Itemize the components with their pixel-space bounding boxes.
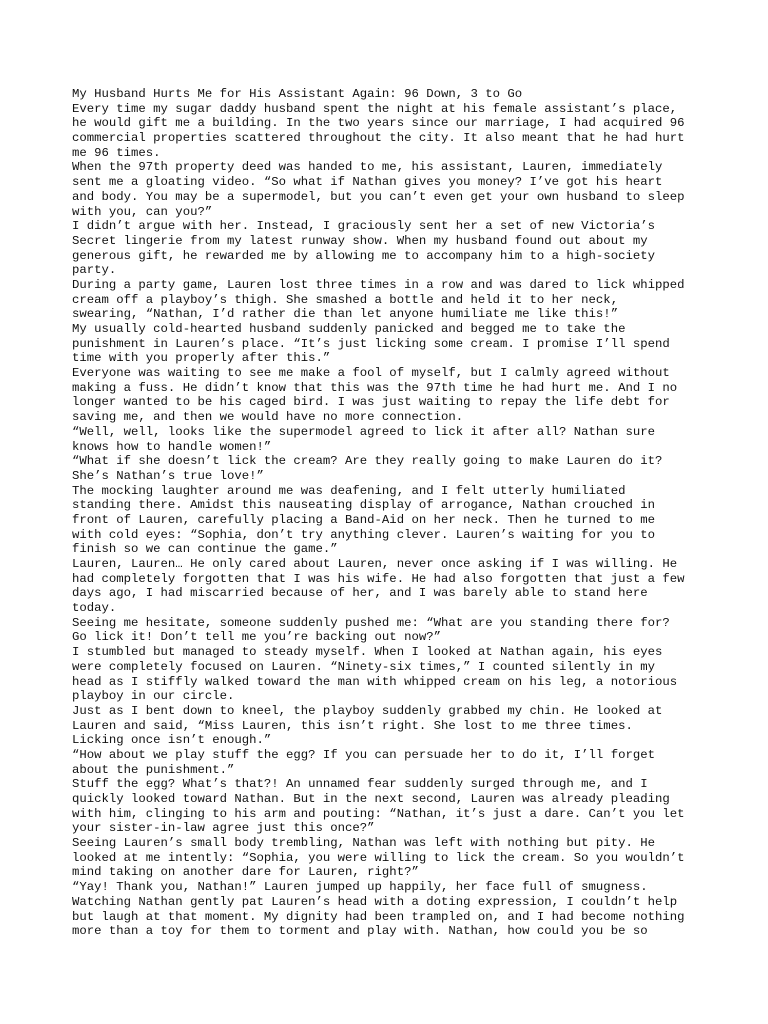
text-line: “How about we play stuff the egg? If you can persuade her to do it, I’ll forget — [72, 747, 655, 762]
text-line: “Well, well, looks like the supermodel agreed to lick it after all? Nathan sure — [72, 424, 655, 439]
text-line: cream off a playboy’s thigh. She smashed a bottle and held it to her neck, — [72, 292, 619, 307]
text-line: Every time my sugar daddy husband spent the night at his female assistant’s place, — [72, 101, 678, 116]
text-line: My usually cold-hearted husband suddenly panicked and begged me to take the — [72, 322, 626, 336]
text-line: your sister-in-law agree just this once?” — [72, 821, 375, 836]
document-title: My Husband Hurts Me for His Assistant Again: 96 Down, 3 to Go — [72, 87, 523, 101]
text-line: making a fuss. He didn’t know that this was the 97th time he had hurt me. And I no — [72, 380, 678, 395]
text-line: Go lick it! Don’t tell me you’re backing out now?” — [72, 630, 441, 645]
text-line: with cold eyes: “Sophia, don’t try anything clever. Lauren’s waiting for you to — [72, 527, 655, 542]
text-line: with him, clinging to his arm and pouting: “Nathan, it’s just a dare. Can’t you let — [72, 806, 685, 821]
text-line: head as I stiffly walked toward the man with whipped cream on his leg, a notorious — [72, 674, 678, 689]
text-line: front of Lauren, carefully placing a Band-Aid on her neck. Then he turned to me — [72, 512, 655, 527]
text-line: he would gift me a building. In the two years since our marriage, I had acquired 96 — [72, 116, 685, 131]
document-page — [72, 87, 712, 939]
text-line: She’s Nathan’s true love!” — [72, 468, 264, 483]
text-line: finish so we can continue the game.” — [72, 542, 338, 557]
text-line: me 96 times. — [72, 145, 161, 160]
text-line: Everyone was waiting to see me make a fool of myself, but I calmly agreed without — [72, 366, 670, 381]
text-line: Seeing me hesitate, someone suddenly pushed me: “What are you standing there for? — [72, 615, 670, 630]
text-line: Just as I bent down to kneel, the playboy suddenly grabbed my chin. He looked at — [72, 703, 663, 718]
text-line: time with you properly after this.” — [72, 351, 331, 366]
text-line: When the 97th property deed was handed to me, his assistant, Lauren, immediately — [72, 160, 663, 175]
text-line: longer wanted to be his caged bird. I was just waiting to repay the life debt for — [72, 395, 670, 410]
text-line: with you, can you?” — [72, 204, 213, 219]
text-line: swearing, “Nathan, I’d rather die than let anyone humiliate me like this!” — [72, 307, 619, 322]
text-line: sent me a gloating video. “So what if Nathan gives you money? I’ve got his heart — [72, 175, 663, 190]
text-line: mind taking on another dare for Lauren, right?” — [72, 865, 419, 880]
text-line: Seeing Lauren’s small body trembling, Nathan was left with nothing but pity. He — [72, 836, 655, 851]
text-line: Watching Nathan gently pat Lauren’s head with a doting expression, I couldn’t help — [72, 894, 678, 909]
text-line: quickly looked toward Nathan. But in the next second, Lauren was already pleading — [72, 792, 670, 806]
text-line: about the punishment.” — [72, 762, 235, 777]
text-line: today. — [72, 601, 117, 616]
text-line: During a party game, Lauren lost three times in a row and was dared to lick whipped — [72, 277, 685, 292]
text-line: I didn’t argue with her. Instead, I graciously sent her a set of new Victoria’s — [72, 219, 655, 234]
text-line: Secret lingerie from my latest runway show. When my husband found out about my — [72, 233, 648, 248]
text-line: generous gift, he rewarded me by allowing me to accompany him to a high-society — [72, 248, 655, 263]
text-line: more than a toy for them to torment and play with. Nathan, how could you be so — [72, 924, 648, 939]
text-line: playboy in our circle. — [72, 689, 235, 704]
text-line: I stumbled but managed to steady myself. When I looked at Nathan again, his eyes — [72, 645, 663, 660]
text-line: looked at me intently: “Sophia, you were willing to lick the cream. So you wouldn’t — [72, 850, 685, 865]
text-line: “Yay! Thank you, Nathan!” Lauren jumped up happily, her face full of smugness. — [72, 880, 648, 895]
document-body — [72, 102, 712, 939]
text-line: Stuff the egg? What’s that?! An unnamed fear suddenly surged through me, and I — [72, 777, 648, 792]
text-line: Licking once isn’t enough.” — [72, 733, 272, 748]
text-line: The mocking laughter around me was deafening, and I felt utterly humiliated — [72, 483, 626, 498]
text-line: Lauren, Lauren… He only cared about Lauren, never once asking if I was willing. He — [72, 557, 678, 571]
text-line: party. — [72, 263, 117, 278]
text-line: and body. You may be a supermodel, but you can’t even get your own husband to sleep — [72, 189, 685, 204]
text-line: days ago, I had miscarried because of her, and I was barely able to stand here — [72, 586, 648, 601]
text-line: punishment in Lauren’s place. “It’s just licking some cream. I promise I’ll spend — [72, 336, 670, 351]
text-line: standing there. Amidst this nauseating display of arrogance, Nathan crouched in — [72, 498, 655, 513]
text-line: knows how to handle women!” — [72, 439, 272, 454]
text-line: but laugh at that moment. My dignity had been trampled on, and I had become nothing — [72, 909, 685, 924]
text-line: Lauren and said, “Miss Lauren, this isn’t right. She lost to me three times. — [72, 718, 633, 733]
text-line: were completely focused on Lauren. “Ninety-six times,” I counted silently in my — [72, 659, 655, 674]
text-line: saving me, and then we would have no more connection. — [72, 410, 464, 425]
text-line: commercial properties scattered throughout the city. It also meant that he had hurt — [72, 131, 685, 146]
text-line: had completely forgotten that I was his wife. He had also forgotten that just a few — [72, 571, 685, 586]
text-line: “What if she doesn’t lick the cream? Are they really going to make Lauren do it? — [72, 454, 663, 469]
